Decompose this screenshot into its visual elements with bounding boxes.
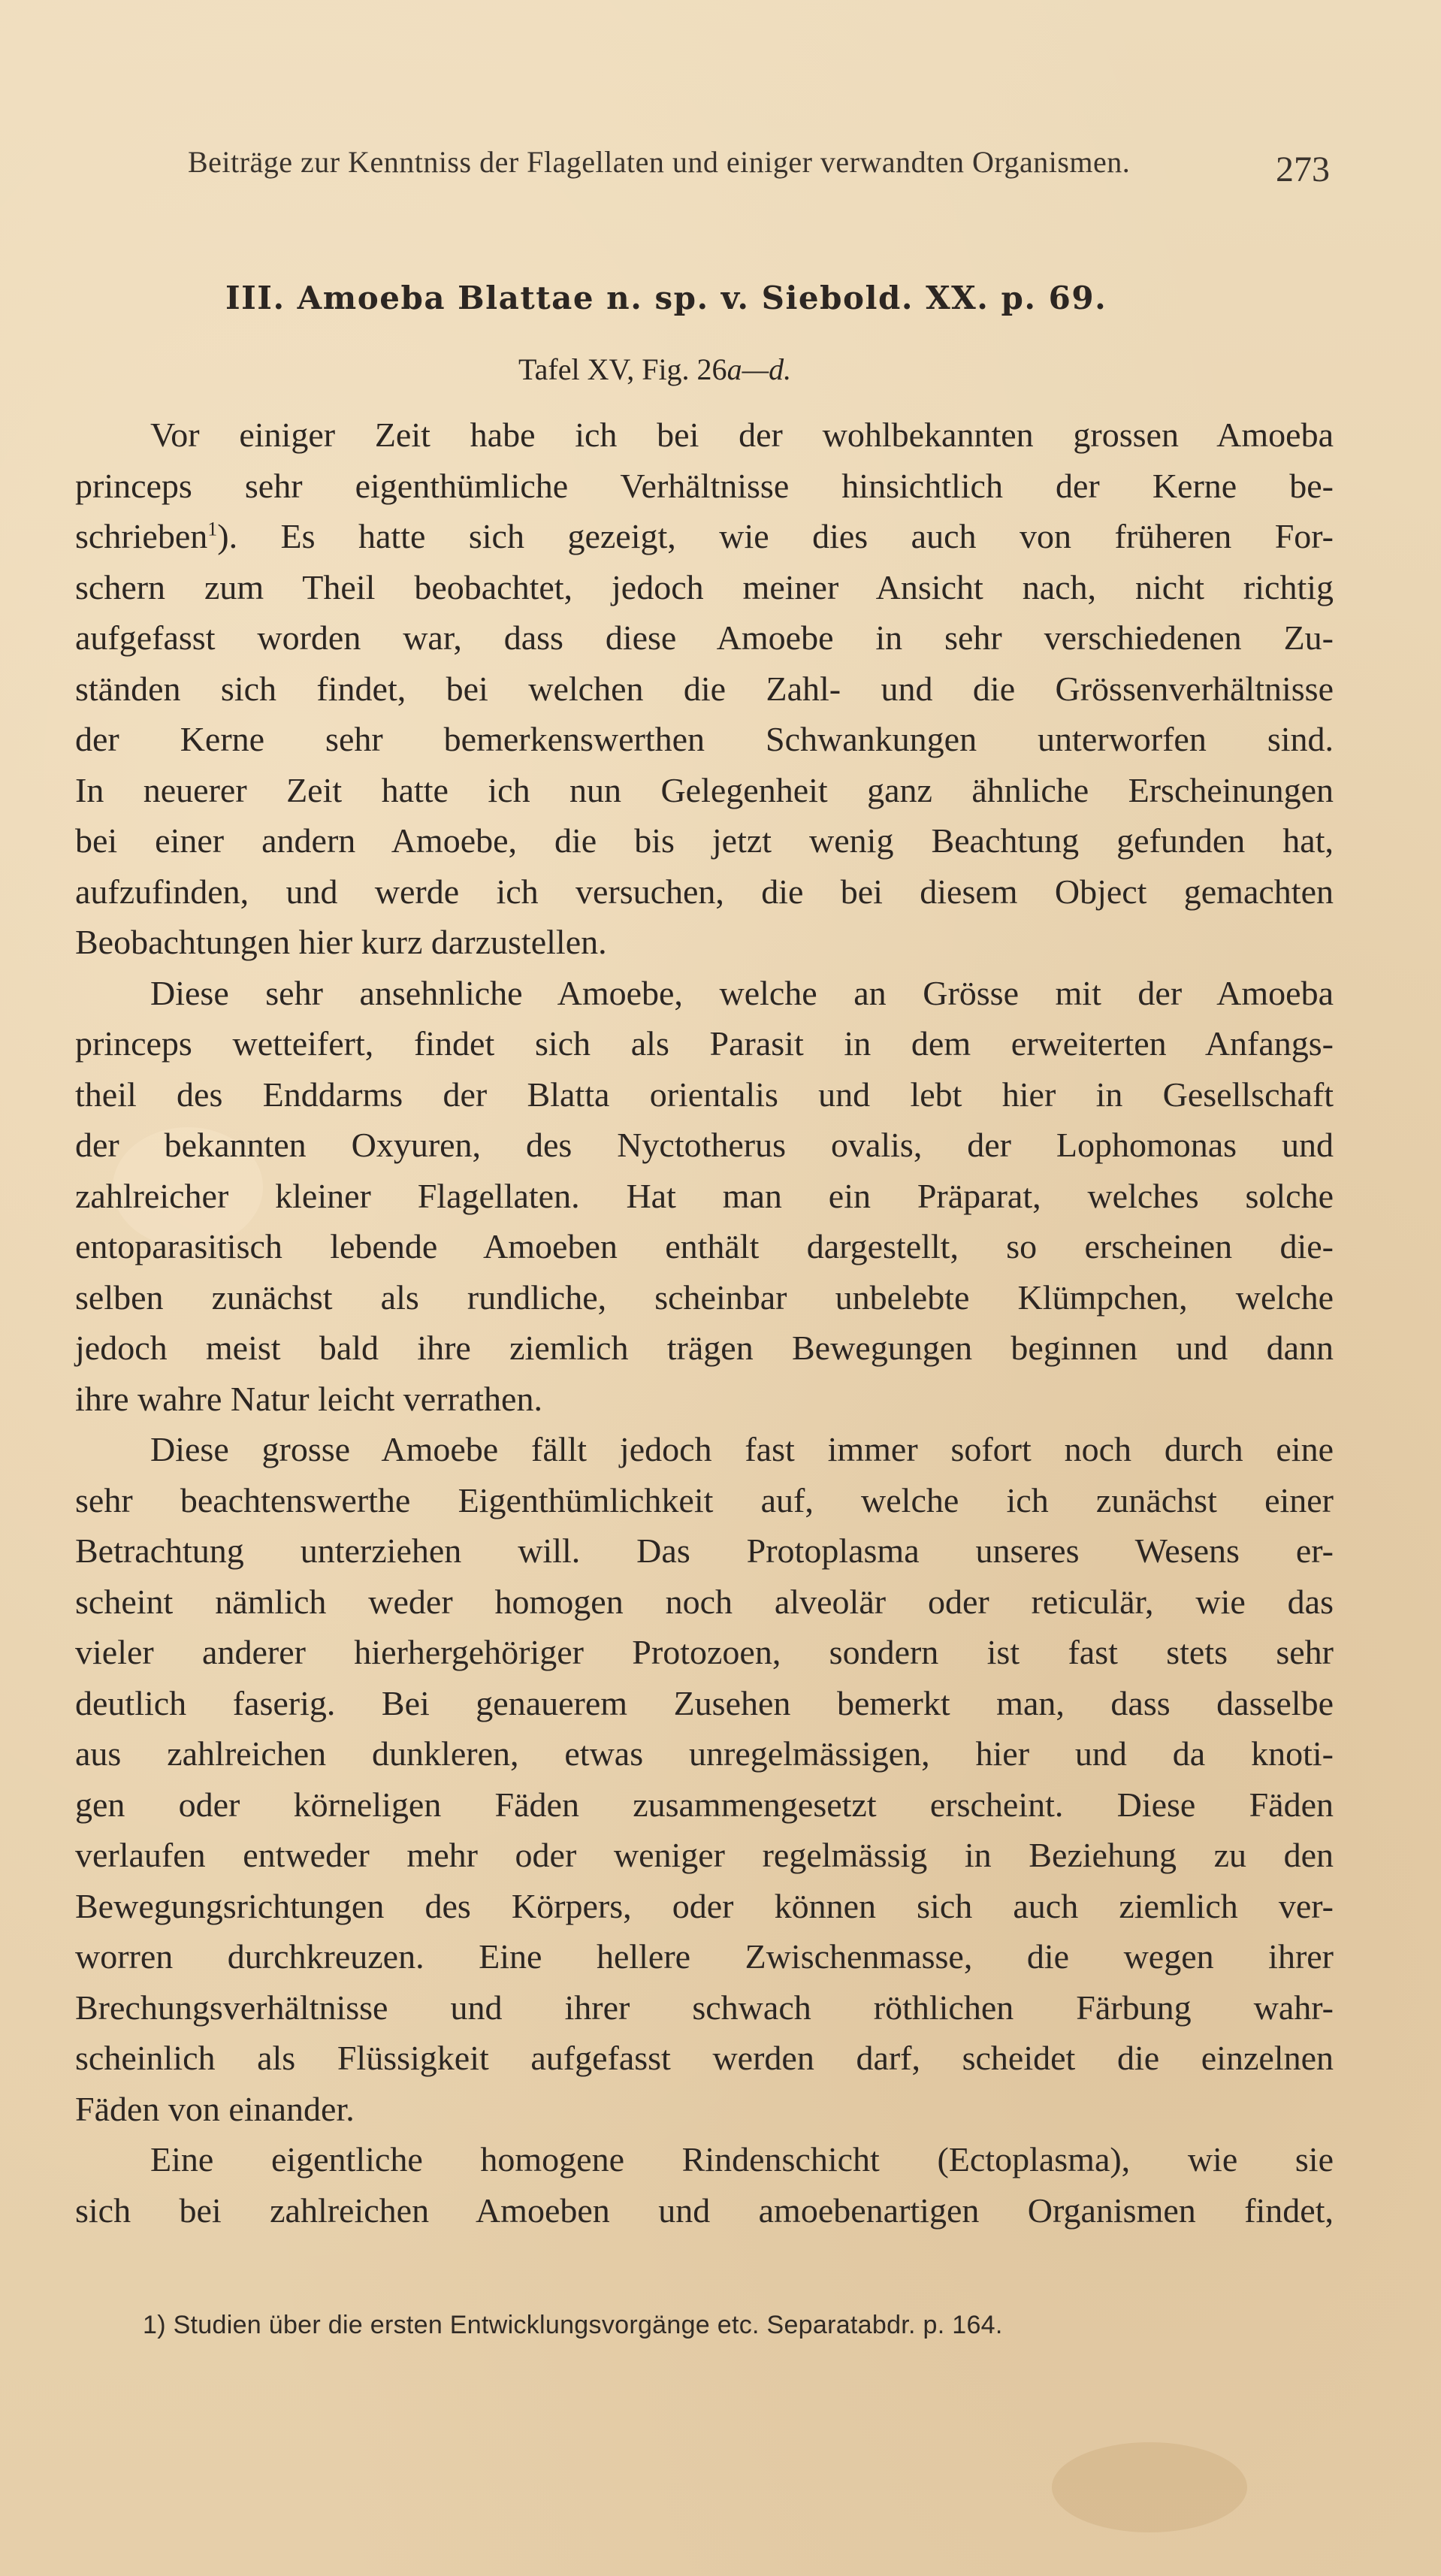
- text-line: Bewegungsrichtungen des Körpers, oder können sich auch ziemlich ver-: [75, 1886, 1334, 1925]
- text-line: aus zahlreichen dunkleren, etwas unregelmässigen, hier und da knoti-: [75, 1734, 1334, 1773]
- text-line: vieler anderer hierhergehöriger Protozoen, sondern ist fast stets sehr: [75, 1633, 1334, 1671]
- text-line: theil des Enddarms der Blatta orientalis und lebt hier in Gesellschaft: [75, 1075, 1334, 1114]
- running-title: Beiträge zur Kenntniss der Flagellaten und einiger verwandten Organismen.: [188, 145, 1131, 179]
- plate-reference-figures: a—d.: [727, 352, 792, 386]
- text-line: Beobachtungen hier kurz darzustellen.: [75, 923, 607, 961]
- text-line: Vor einiger Zeit habe ich bei der wohlbekannten grossen Amoeba: [150, 416, 1334, 454]
- plate-reference-prefix: Tafel XV, Fig. 26: [518, 352, 727, 386]
- text-line: scheint nämlich weder homogen noch alveolär oder reticulär, wie das: [75, 1582, 1334, 1621]
- text-line: Betrachtung unterziehen will. Das Protoplasma unseres Wesens er-: [75, 1531, 1334, 1570]
- text-line: aufgefasst worden war, dass diese Amoebe in sehr verschiedenen Zu-: [75, 618, 1334, 657]
- text-line: jedoch meist bald ihre ziemlich trägen Bewegungen beginnen und dann: [75, 1329, 1334, 1367]
- text-line: der Kerne sehr bemerkenswerthen Schwankungen unterworfen sind.: [75, 720, 1334, 758]
- text-line: Brechungsverhältnisse und ihrer schwach röthlichen Färbung wahr-: [75, 1988, 1334, 2027]
- text-line: zahlreicher kleiner Flagellaten. Hat man ein Präparat, welches solche: [75, 1176, 1334, 1215]
- paper-stain: [1052, 2442, 1247, 2532]
- text-line: Diese sehr ansehnliche Amoebe, welche an Grösse mit der Amoeba: [150, 973, 1334, 1012]
- text-line: sehr beachtenswerthe Eigenthümlichkeit auf, welche ich zunächst einer: [75, 1480, 1334, 1519]
- text-line: In neuerer Zeit hatte ich nun Gelegenheit ganz ähnliche Erscheinungen: [75, 770, 1334, 809]
- text-line: sich bei zahlreichen Amoeben und amoebenartigen Organismen findet,: [75, 2191, 1334, 2230]
- text-line: schern zum Theil beobachtet, jedoch meiner Ansicht nach, nicht richtig: [75, 567, 1334, 606]
- text-line: worren durchkreuzen. Eine hellere Zwischenmasse, die wegen ihrer: [75, 1937, 1334, 1976]
- text-line: selben zunächst als rundliche, scheinbar unbelebte Klümpchen, welche: [75, 1277, 1334, 1317]
- body-text: [75, 410, 1334, 2236]
- running-head: [188, 144, 1330, 197]
- text-line: Eine eigentliche homogene Rindenschicht (Ectoplasma), wie sie: [150, 2140, 1334, 2178]
- text-line: scheinlich als Flüssigkeit aufgefasst werden darf, scheidet die einzelnen: [75, 2039, 1334, 2077]
- text-line: verlaufen entweder mehr oder weniger regelmässig in Beziehung zu den: [75, 1836, 1334, 1874]
- text-line: ihre wahre Natur leicht verrathen.: [75, 1379, 542, 1418]
- text-line: ständen sich findet, bei welchen die Zahl- und die Grössenverhältnisse: [75, 669, 1334, 708]
- text-line: entoparasitisch lebende Amoeben enthält dargestellt, so erscheinen die-: [75, 1227, 1334, 1265]
- text-line: princeps wetteifert, findet sich als Parasit in dem erweiterten Anfangs-: [75, 1024, 1334, 1063]
- text-line: Fäden von einander.: [75, 2089, 355, 2128]
- footnote: 1) Studien über die ersten Entwicklungsvorgänge etc. Separatabdr. p. 164.: [143, 2311, 1003, 2339]
- text-line: gen oder körneligen Fäden zusammengesetzt erscheint. Diese Fäden: [75, 1785, 1334, 1824]
- text-line: aufzufinden, und werde ich versuchen, die bei diesem Object gemachten: [75, 872, 1334, 911]
- text-line: [75, 511, 1334, 562]
- text-line: bei einer andern Amoebe, die bis jetzt wenig Beachtung gefunden hat,: [75, 821, 1334, 860]
- text-line-rest: ). Es hatte sich gezeigt, wie dies auch von früheren For-: [217, 517, 1334, 555]
- text-line: deutlich faserig. Bei genauerem Zusehen bemerkt man, dass dasselbe: [75, 1683, 1334, 1722]
- text-line: der bekannten Oxyuren, des Nyctotherus ovalis, der Lophomonas und: [75, 1126, 1334, 1164]
- footnote-marker: 1: [207, 518, 218, 540]
- section-title: III. Amoeba Blattae n. sp. v. Siebold. XX. p. 69.: [225, 280, 1107, 316]
- text-line: princeps sehr eigenthümliche Verhältnisse hinsichtlich der Kerne be-: [75, 466, 1334, 505]
- text-line-start: schrieben: [75, 517, 208, 555]
- page-number: 273: [1276, 150, 1330, 189]
- plate-reference: [518, 352, 791, 387]
- text-line: Diese grosse Amoebe fällt jedoch fast immer sofort noch durch eine: [150, 1430, 1334, 1468]
